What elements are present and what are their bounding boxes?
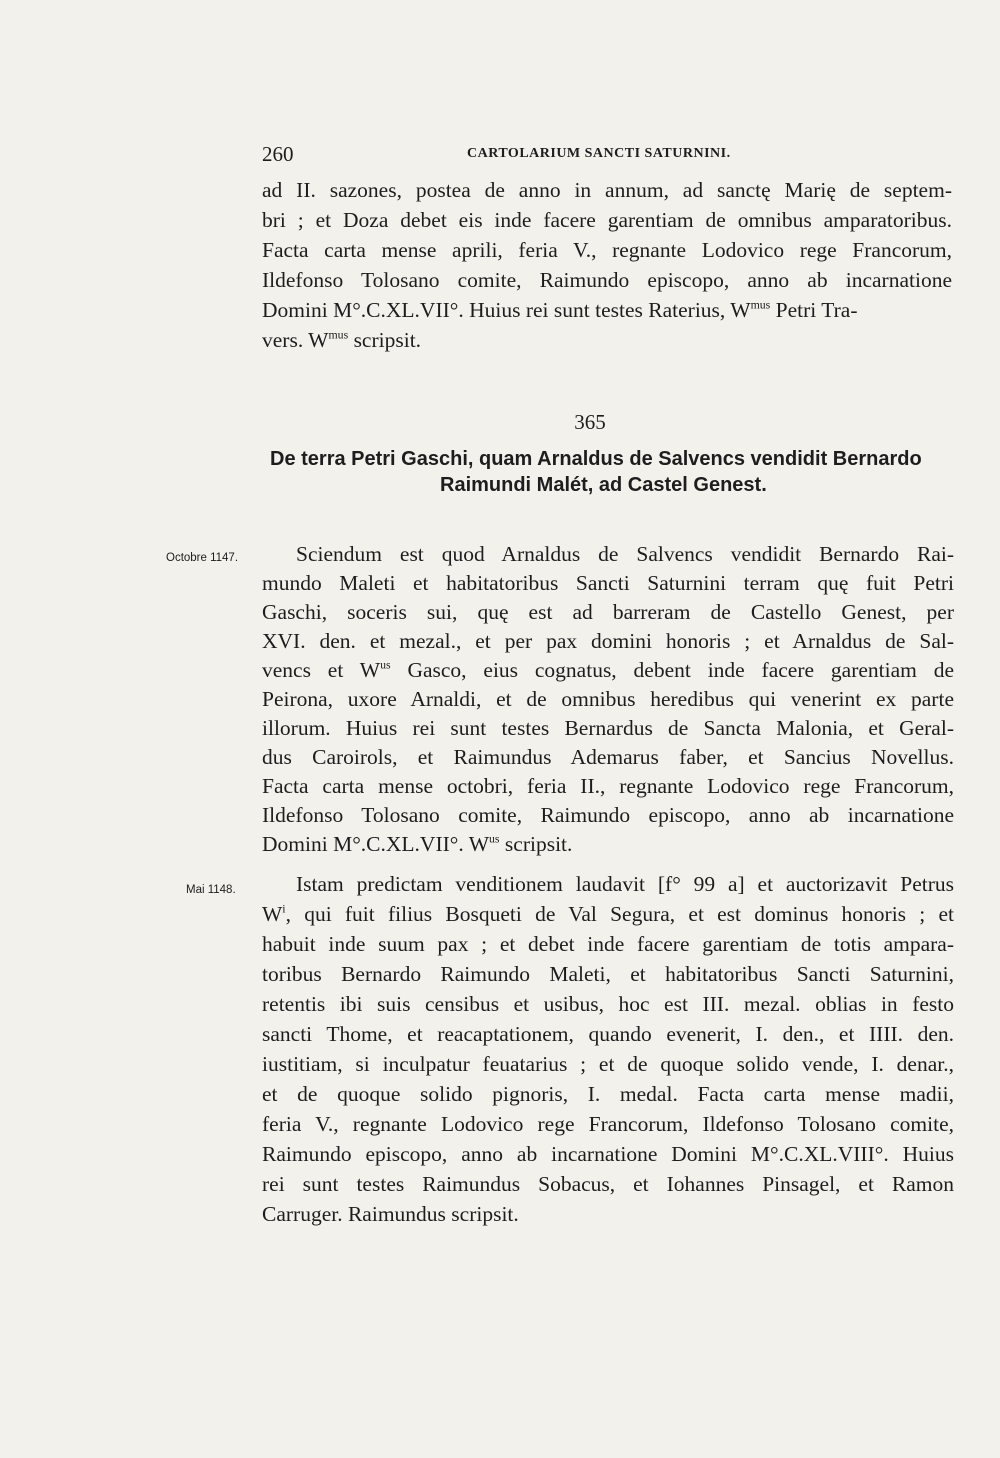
charter-number: 365 <box>574 410 606 434</box>
text-line: Facta carta mense octobri, feria II., regnante Lodovico rege Francorum, <box>262 774 954 798</box>
running-title: CARTOLARIUM SANCTI SATURNINI. <box>467 146 731 161</box>
text-line: Ildefonso Tolosano comite, Raimundo episcopo, anno ab incarnatione <box>262 268 952 292</box>
text-line: Istam predictam venditionem laudavit [f° 99 a] et auctorizavit Petrus <box>296 872 954 896</box>
text-line: iustitiam, si inculpatur feuatarius ; et de quoque solido vende, I. denar., <box>262 1052 954 1076</box>
text-line: Domini M°.C.XL.VII°. $W^{us}$ scripsit. <box>262 831 573 856</box>
page-number: 260 <box>262 142 294 166</box>
page-header <box>262 142 952 168</box>
text-line: Carruger. Raimundus scripsit. <box>262 1202 519 1226</box>
margin-date: Mai 1148. <box>186 884 236 896</box>
text-line: Sciendum est quod Arnaldus de Salvencs vendidit Bernardo Rai- <box>296 542 954 566</box>
text-line: ad II. sazones, postea de anno in annum, ad sanctę Marię de septem- <box>262 178 952 202</box>
text-line: Raimundo episcopo, anno ab incarnatione Domini M°.C.XL.VIII°. Huius <box>262 1142 954 1166</box>
text-line: vencs et $W^{us}$ Gasco, eius cognatus, debent inde facere garentiam de <box>262 657 954 682</box>
text-line: mundo Maleti et habitatoribus Sancti Saturnini terram quę fuit Petri <box>262 571 954 595</box>
text-line: bri ; et Doza debet eis inde facere garentiam de omnibus amparatoribus. <box>262 208 952 232</box>
text-line: Peirona, uxore Arnaldi, et de omnibus heredibus qui venerint ex parte <box>262 687 954 711</box>
text-line: Ildefonso Tolosano comite, Raimundo episcopo, anno ab incarnatione <box>262 803 954 827</box>
text-line: toribus Bernardo Raimundo Maleti, et habitatoribus Sancti Saturnini, <box>262 962 954 986</box>
charter-title-line: Raimundi Malét, ad Castel Genest. <box>440 474 767 496</box>
text-line: Domini M°.C.XL.VII°. Huius rei sunt testes Raterius, $W^{mus}$ Petri Tra- <box>262 297 858 322</box>
text-line: dus Caroirols, et Raimundus Ademarus faber, et Sancius Novellus. <box>262 745 954 769</box>
text-line: $W^i$, qui fuit filius Bosqueti de Val Segura, et est dominus honoris ; et <box>262 901 954 926</box>
margin-date: Octobre 1147. <box>166 552 239 564</box>
text-line: Facta carta mense aprili, feria V., regnante Lodovico rege Francorum, <box>262 238 952 262</box>
text-line: vers. $W^{mus}$ scripsit. <box>262 327 422 352</box>
text-line: XVI. den. et mezal., et per pax domini honoris ; et Arnaldus de Sal- <box>262 629 954 653</box>
text-line: rei sunt testes Raimundus Sobacus, et Iohannes Pinsagel, et Ramon <box>262 1172 954 1196</box>
charter-title-line: De terra Petri Gaschi, quam Arnaldus de Salvencs vendidit Bernardo <box>270 448 922 470</box>
text-line: sancti Thome, et reacaptationem, quando evenerit, I. den., et IIII. den. <box>262 1022 954 1046</box>
text-line: et de quoque solido pignoris, I. medal. Facta carta mense madii, <box>262 1082 954 1106</box>
text-line: Gaschi, soceris sui, quę est ad barreram de Castello Genest, per <box>262 600 954 624</box>
text-line: habuit inde suum pax ; et debet inde facere garentiam de totis ampara- <box>262 932 954 956</box>
text-line: illorum. Huius rei sunt testes Bernardus de Sancta Malonia, et Geral- <box>262 716 954 740</box>
text-line: retentis ibi suis censibus et usibus, hoc est III. mezal. oblias in festo <box>262 992 954 1016</box>
text-line: feria V., regnante Lodovico rege Francorum, Ildefonso Tolosano comite, <box>262 1112 954 1136</box>
